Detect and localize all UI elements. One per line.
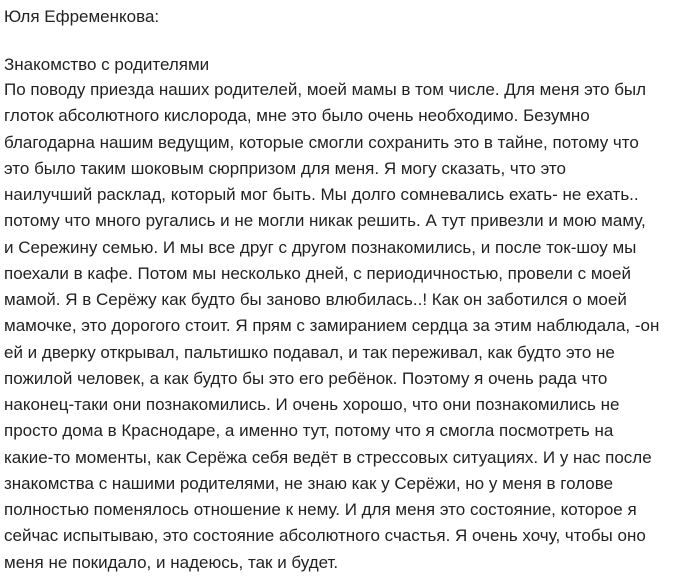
text-line: мамочке, это дорогого стоит. Я прям с замиранием сердца за этим наблюдала, -он — [4, 316, 660, 336]
body-paragraph — [4, 77, 659, 576]
text-line: это было таким шоковым сюрпризом для меня. Я могу сказать, что это — [4, 158, 566, 178]
text-line: поехали в кафе. Потом мы несколько дней, с периодичностью, провели с моей — [4, 263, 631, 283]
text-line: мамой. Я в Серёжу как будто бы заново влюбилась..! Как он заботился о моей — [4, 290, 627, 309]
text-line: ей и дверку открывал, пальтишко подавал, и так переживал, как будто это не — [4, 342, 615, 362]
text-line: глоток абсолютного кислорода, мне это было очень необходимо. Безумно — [4, 106, 590, 126]
text-line: наконец-таки они познакомились. И очень хорошо, что они познакомились не — [4, 395, 620, 414]
text-line: какие-то моменты, как Серёжа себя ведёт в стрессовых ситуациях. И у нас после — [4, 447, 652, 467]
section-heading: Знакомство с родителями — [4, 55, 210, 74]
text-line: знакомства с нашими родителями, не знаю как у Серёжи, но у меня в голове — [4, 473, 614, 493]
text-line: пожилой человек, а как будто бы это его ребёнок. Поэтому я очень рада что — [4, 368, 608, 388]
text-line: По поводу приезда наших родителей, моей мамы в том числе. Для меня это был — [4, 80, 647, 99]
text-line: и Сережину семью. И мы все друг с другом познакомились, и после ток-шоу мы — [4, 237, 637, 257]
text-line: полностью поменялось отношение к нему. И для меня это состояние, которое я — [4, 500, 637, 519]
text-line: благодарна нашим ведущим, которые смогли сохранить это в тайне, потому что — [4, 132, 639, 152]
text-line: наилучший расклад, который мог быть. Мы долго сомневались ехать- не ехать.. — [4, 185, 639, 204]
text-line: сейчас испытываю, это состояние абсолютного счастья. Я очень хочу, чтобы оно — [4, 526, 646, 546]
text-line: потому что много ругались и не могли никак решить. А тут привезли и мою маму, — [4, 211, 646, 231]
author-line: Юля Ефременкова: — [4, 7, 160, 26]
text-line: просто дома в Краснодаре, а именно тут, потому что я смогла посмотреть на — [4, 421, 614, 441]
text-line: меня не покидало, и надеюсь, так и будет. — [4, 552, 339, 572]
